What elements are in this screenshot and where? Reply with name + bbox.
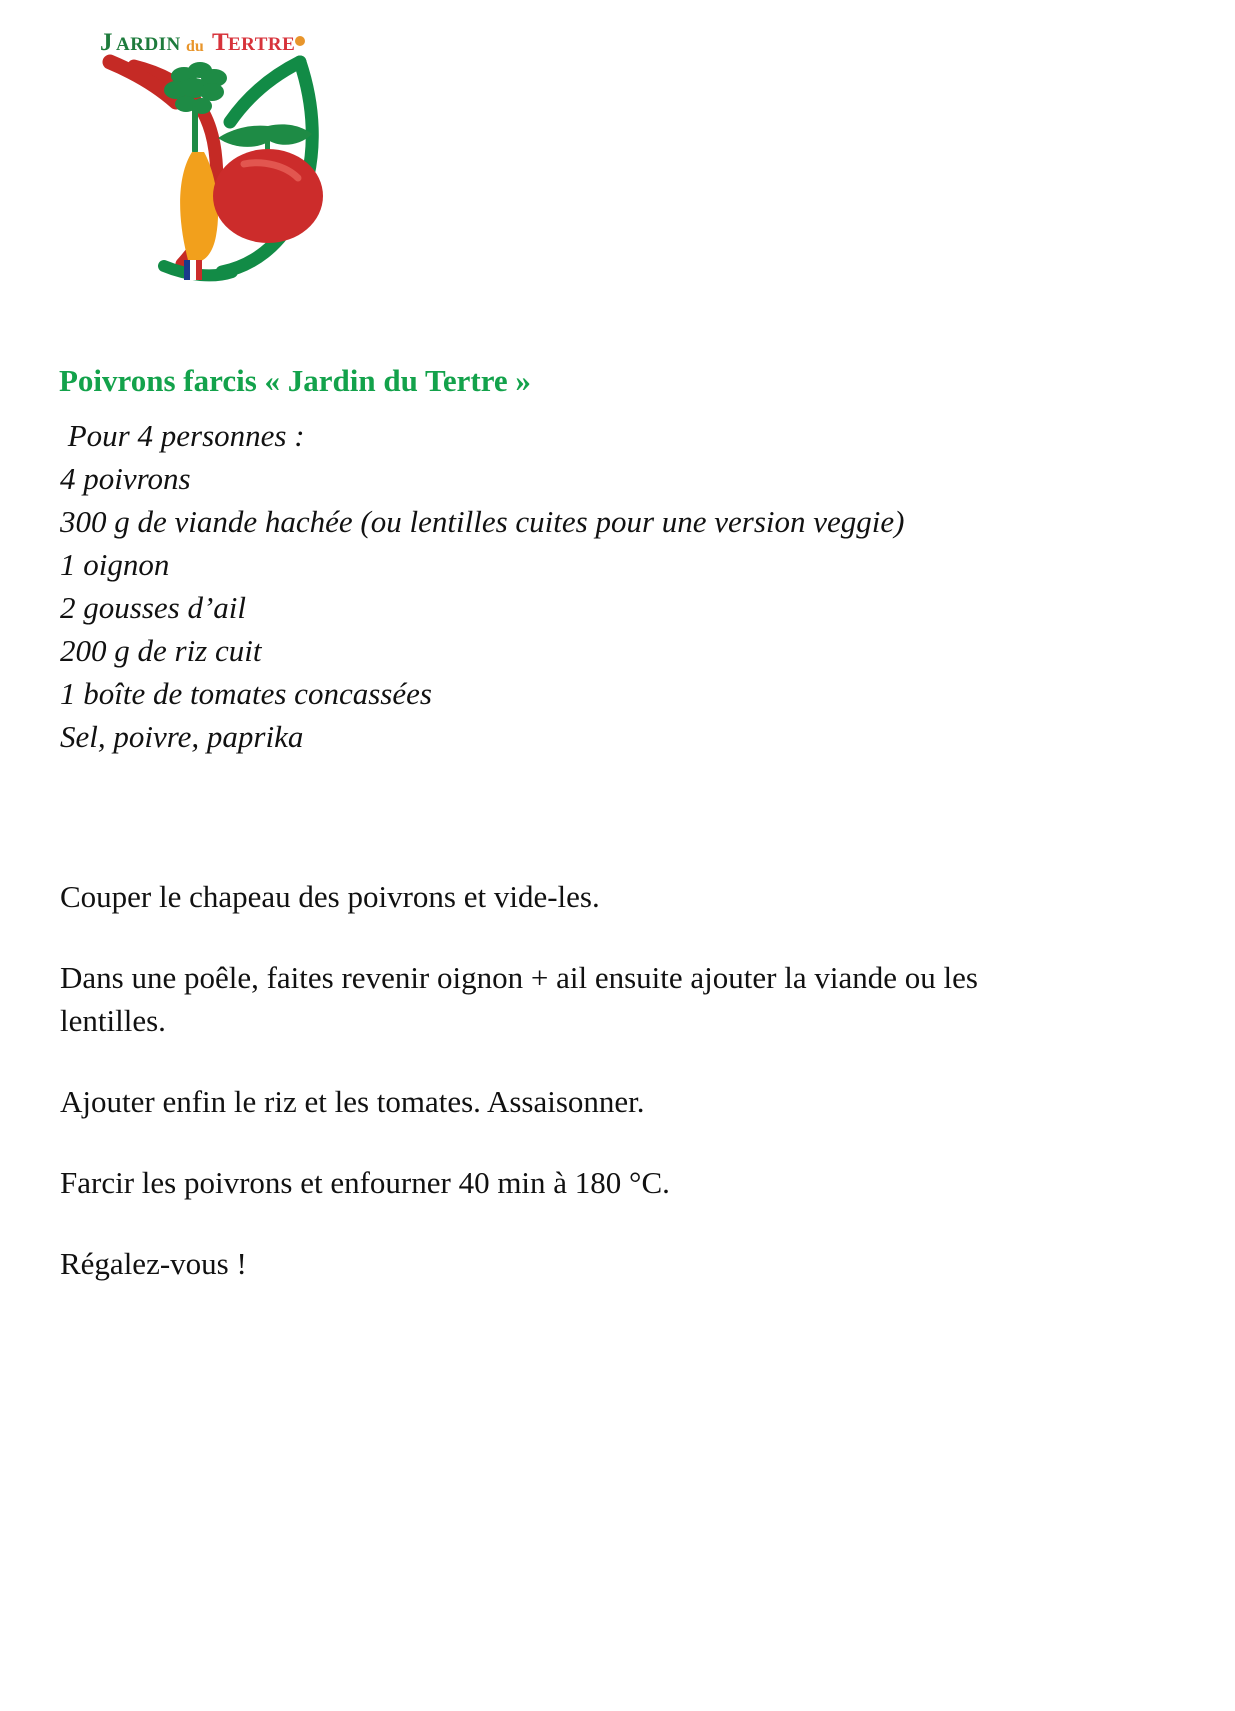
instruction-step: Ajouter enfin le riz et les tomates. Assaisonner. — [60, 1084, 645, 1119]
ingredient-item: 200 g de riz cuit — [60, 633, 262, 668]
ingredient-item: 1 oignon — [60, 547, 170, 582]
instructions-list — [60, 875, 1070, 1285]
ingredients-heading: Pour 4 personnes : — [60, 418, 305, 453]
instruction-step: Régalez-vous ! — [60, 1246, 247, 1281]
svg-text:ARDIN: ARDIN — [116, 34, 181, 55]
ingredient-item: 4 poivrons — [60, 461, 191, 496]
page-title-quoted: « Jardin du Tertre » — [264, 362, 531, 398]
jardin-du-tertre-logo — [72, 14, 352, 282]
logo-word-jardin: J — [100, 29, 113, 56]
svg-text:ERTRE: ERTRE — [228, 34, 296, 55]
logo-illustration-icon — [72, 14, 352, 282]
ingredient-item: 300 g de viande hachée (ou lentilles cuites pour une version veggie) — [60, 504, 905, 539]
instruction-step: Couper le chapeau des poivrons et vide-les. — [60, 879, 600, 914]
ingredient-item: 1 boîte de tomates concassées — [60, 676, 432, 711]
page-title-main: Poivrons farcis — [59, 362, 257, 398]
instruction-step: Dans une poêle, faites revenir oignon + ail ensuite ajouter la viande ou les lentilles. — [60, 960, 978, 1038]
logo-word-tertre: T — [212, 29, 229, 56]
ingredients-list — [60, 414, 1020, 758]
logo-word-du: du — [186, 38, 204, 55]
page-title — [59, 361, 1159, 401]
ingredient-item: Sel, poivre, paprika — [60, 719, 304, 754]
instruction-step: Farcir les poivrons et enfourner 40 min à 180 °C. — [60, 1165, 670, 1200]
ingredient-item: 2 gousses d’ail — [60, 590, 246, 625]
french-flag-icon — [184, 260, 202, 280]
